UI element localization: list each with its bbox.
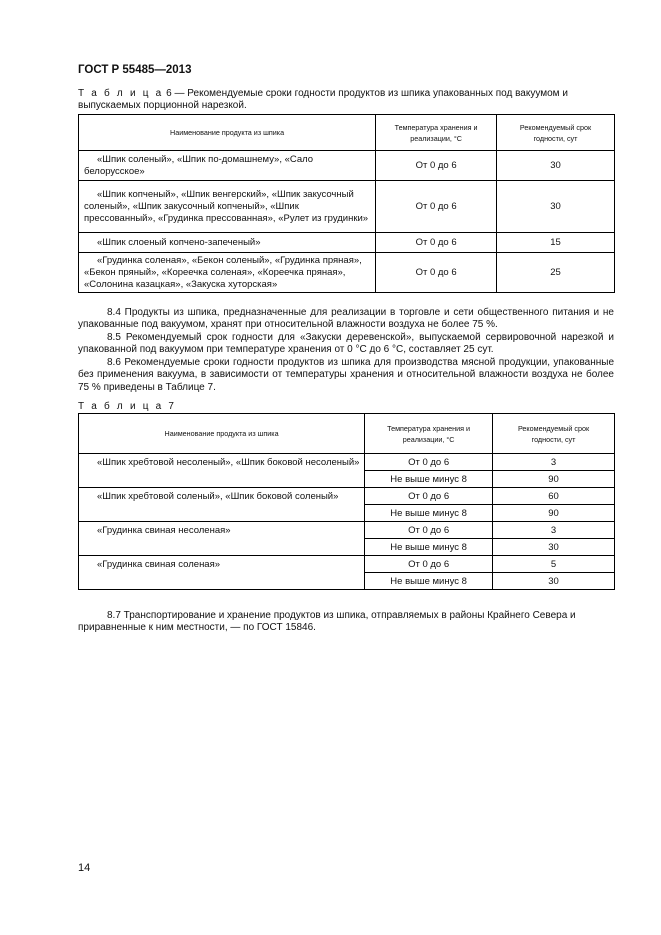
table7-temp: От 0 до 6 bbox=[365, 556, 493, 573]
table6-number: 6 bbox=[166, 88, 172, 99]
table7-days: 5 bbox=[493, 556, 615, 573]
table-row bbox=[79, 454, 615, 471]
table7-header-temp-text: Температура хранения и реализации, °C bbox=[387, 423, 471, 444]
table7-temp: Не выше минус 8 bbox=[365, 573, 493, 590]
table-row bbox=[79, 488, 615, 505]
table7-header-row bbox=[79, 414, 615, 454]
table6-header-name: Наименование продукта из шпика bbox=[79, 115, 376, 151]
table7-header-days-text: Рекомендуемый срок годности, сут bbox=[517, 423, 590, 444]
table7-temp: От 0 до 6 bbox=[365, 454, 493, 471]
table6-header-row bbox=[79, 115, 615, 151]
table7-product-name: «Шпик хребтовой несоленый», «Шпик боковой несоленый» bbox=[79, 454, 365, 488]
table6-days: 30 bbox=[497, 151, 615, 181]
table7-days: 3 bbox=[493, 522, 615, 539]
table7-product-name: «Грудинка свиная несоленая» bbox=[79, 522, 365, 556]
table7-days: 3 bbox=[493, 454, 615, 471]
table6-product-name: «Шпик слоеный копчено-запеченый» bbox=[79, 233, 376, 253]
paragraph-8-5-text: 8.5 Рекомендуемый срок годности для «Закуски деревенской», выпускаемой сервировочной нарезкой и упакованной под вакуумом при температуре хранения от 0 °C до 6 °C, составляет 25 сут. bbox=[78, 332, 614, 356]
table7-days: 30 bbox=[493, 573, 615, 590]
table7-product-name: «Шпик хребтовой соленый», «Шпик боковой соленый» bbox=[79, 488, 365, 522]
table7-header-days bbox=[493, 414, 615, 454]
table7-temp: Не выше минус 8 bbox=[365, 505, 493, 522]
table-row bbox=[79, 556, 615, 573]
table6-caption bbox=[78, 88, 618, 112]
table7-days: 90 bbox=[493, 505, 615, 522]
paragraph-8-6 bbox=[78, 357, 614, 394]
table6-temp: От 0 до 6 bbox=[376, 233, 497, 253]
table7-days: 60 bbox=[493, 488, 615, 505]
paragraph-8-7-text: 8.7 Транспортирование и хранение продуктов из шпика, отправляемых в районы Крайнего Севера и приравненные к ним местности, — по ГОСТ 15846. bbox=[78, 610, 576, 634]
table6-header-days bbox=[497, 115, 615, 151]
paragraph-8-6-text: 8.6 Рекомендуемые сроки годности продуктов из шпика для производства мясной продукции, упакованные без применения вакуума, в зависимости от температуры хранения и относительной влажности воздуха не более 75 % приведены в Таблице 7. bbox=[78, 357, 614, 393]
table6-days: 15 bbox=[497, 233, 615, 253]
table6-temp: От 0 до 6 bbox=[376, 181, 497, 233]
table7-temp: От 0 до 6 bbox=[365, 522, 493, 539]
table6-header-days-text: Рекомендуемый срок годности, сут bbox=[519, 122, 592, 143]
table7-temp: От 0 до 6 bbox=[365, 488, 493, 505]
table7 bbox=[78, 413, 615, 590]
table6-label: Т а б л и ц а bbox=[78, 88, 164, 99]
table7-days: 30 bbox=[493, 539, 615, 556]
table6-product-name: «Шпик соленый», «Шпик по-домашнему», «Сало белорусское» bbox=[79, 151, 376, 181]
paragraph-8-4 bbox=[78, 307, 614, 332]
table7-caption: Т а б л и ц а 7 bbox=[78, 401, 177, 412]
table7-days: 90 bbox=[493, 471, 615, 488]
table-row bbox=[79, 151, 615, 181]
table6 bbox=[78, 114, 615, 293]
table7-temp: Не выше минус 8 bbox=[365, 471, 493, 488]
table6-days: 30 bbox=[497, 181, 615, 233]
table7-header-name: Наименование продукта из шпика bbox=[79, 414, 365, 454]
table7-temp: Не выше минус 8 bbox=[365, 539, 493, 556]
table6-header-temp-text: Температура хранения и реализации, °C bbox=[394, 122, 478, 143]
document-header: ГОСТ Р 55485—2013 bbox=[78, 64, 192, 76]
table6-temp: От 0 до 6 bbox=[376, 253, 497, 293]
table7-product-name: «Грудинка свиная соленая» bbox=[79, 556, 365, 590]
table6-product-name: «Шпик копченый», «Шпик венгерский», «Шпик закусочный соленый», «Шпик закусочный копченый», «Шпик прессованный», «Грудинка прессованная», «Рулет из грудинки» bbox=[79, 181, 376, 233]
page-number: 14 bbox=[78, 862, 91, 874]
table6-days: 25 bbox=[497, 253, 615, 293]
paragraph-8-7 bbox=[78, 610, 614, 635]
table-row bbox=[79, 233, 615, 253]
table7-header-temp bbox=[365, 414, 493, 454]
paragraph-8-5 bbox=[78, 332, 614, 357]
paragraph-8-4-text: 8.4 Продукты из шпика, предназначенные для реализации в торговле и сети общественного питания и не упакованные под вакуумом, хранят при относительной влажности воздуха не более 75 %. bbox=[78, 307, 614, 331]
table-row bbox=[79, 253, 615, 293]
table-row bbox=[79, 522, 615, 539]
table6-temp: От 0 до 6 bbox=[376, 151, 497, 181]
table6-header-temp bbox=[376, 115, 497, 151]
table-row bbox=[79, 181, 615, 233]
table6-caption-text: — Рекомендуемые сроки годности продуктов из шпика упакованных под вакуумом и выпускаемых порционной нарезкой. bbox=[78, 88, 568, 111]
table6-product-name: «Грудинка соленая», «Бекон соленый», «Грудинка пряная», «Бекон пряный», «Кореечка соленая», «Кореечка пряная», «Солонина казацкая», «Закуска хуторская» bbox=[79, 253, 376, 293]
